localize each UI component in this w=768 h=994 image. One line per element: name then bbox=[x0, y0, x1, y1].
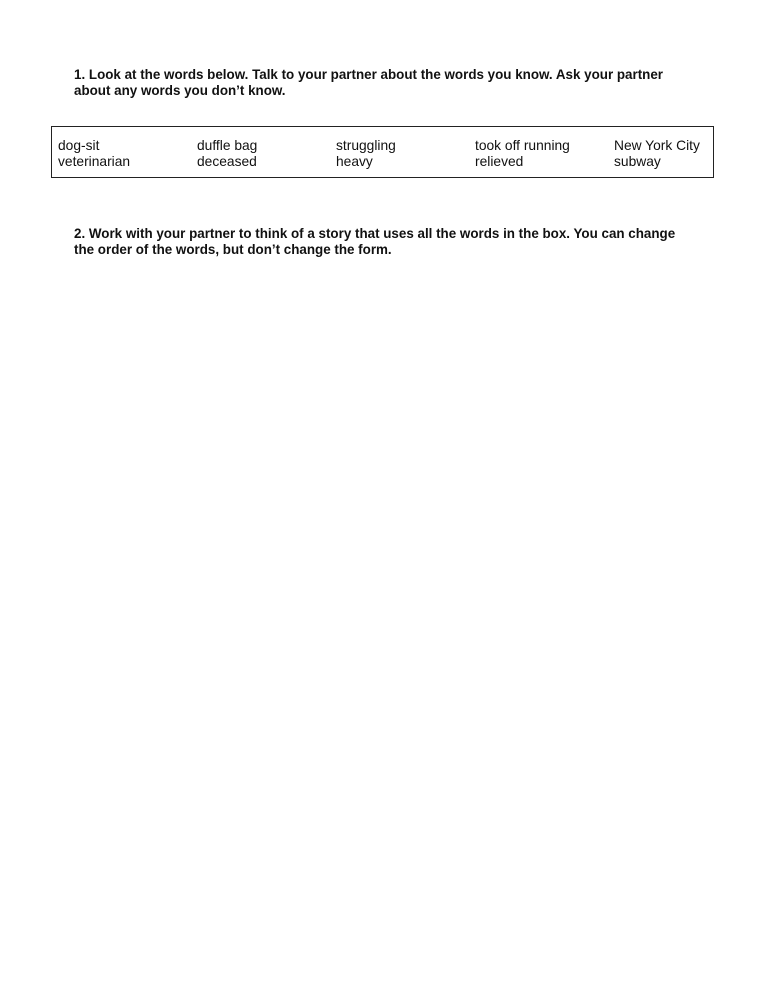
word-cell: subway bbox=[614, 154, 661, 169]
instruction-step-2: 2. Work with your partner to think of a story that uses all the words in the box. You can change the order of the words, but don’t change the form. bbox=[74, 226, 676, 257]
word-cell: New York City bbox=[614, 138, 700, 153]
word-box bbox=[51, 126, 714, 178]
instruction-step-1: 1. Look at the words below. Talk to your partner about the words you know. Ask your partner about any words you don’t know. bbox=[74, 67, 664, 98]
word-grid bbox=[58, 138, 713, 170]
word-cell: heavy bbox=[336, 154, 373, 169]
word-cell: dog-sit bbox=[58, 138, 100, 153]
word-cell: duffle bag bbox=[197, 138, 258, 153]
word-cell: took off running bbox=[475, 138, 570, 153]
word-cell: relieved bbox=[475, 154, 524, 169]
word-cell: struggling bbox=[336, 138, 396, 153]
word-cell: veterinarian bbox=[58, 154, 131, 169]
word-cell: deceased bbox=[197, 154, 257, 169]
